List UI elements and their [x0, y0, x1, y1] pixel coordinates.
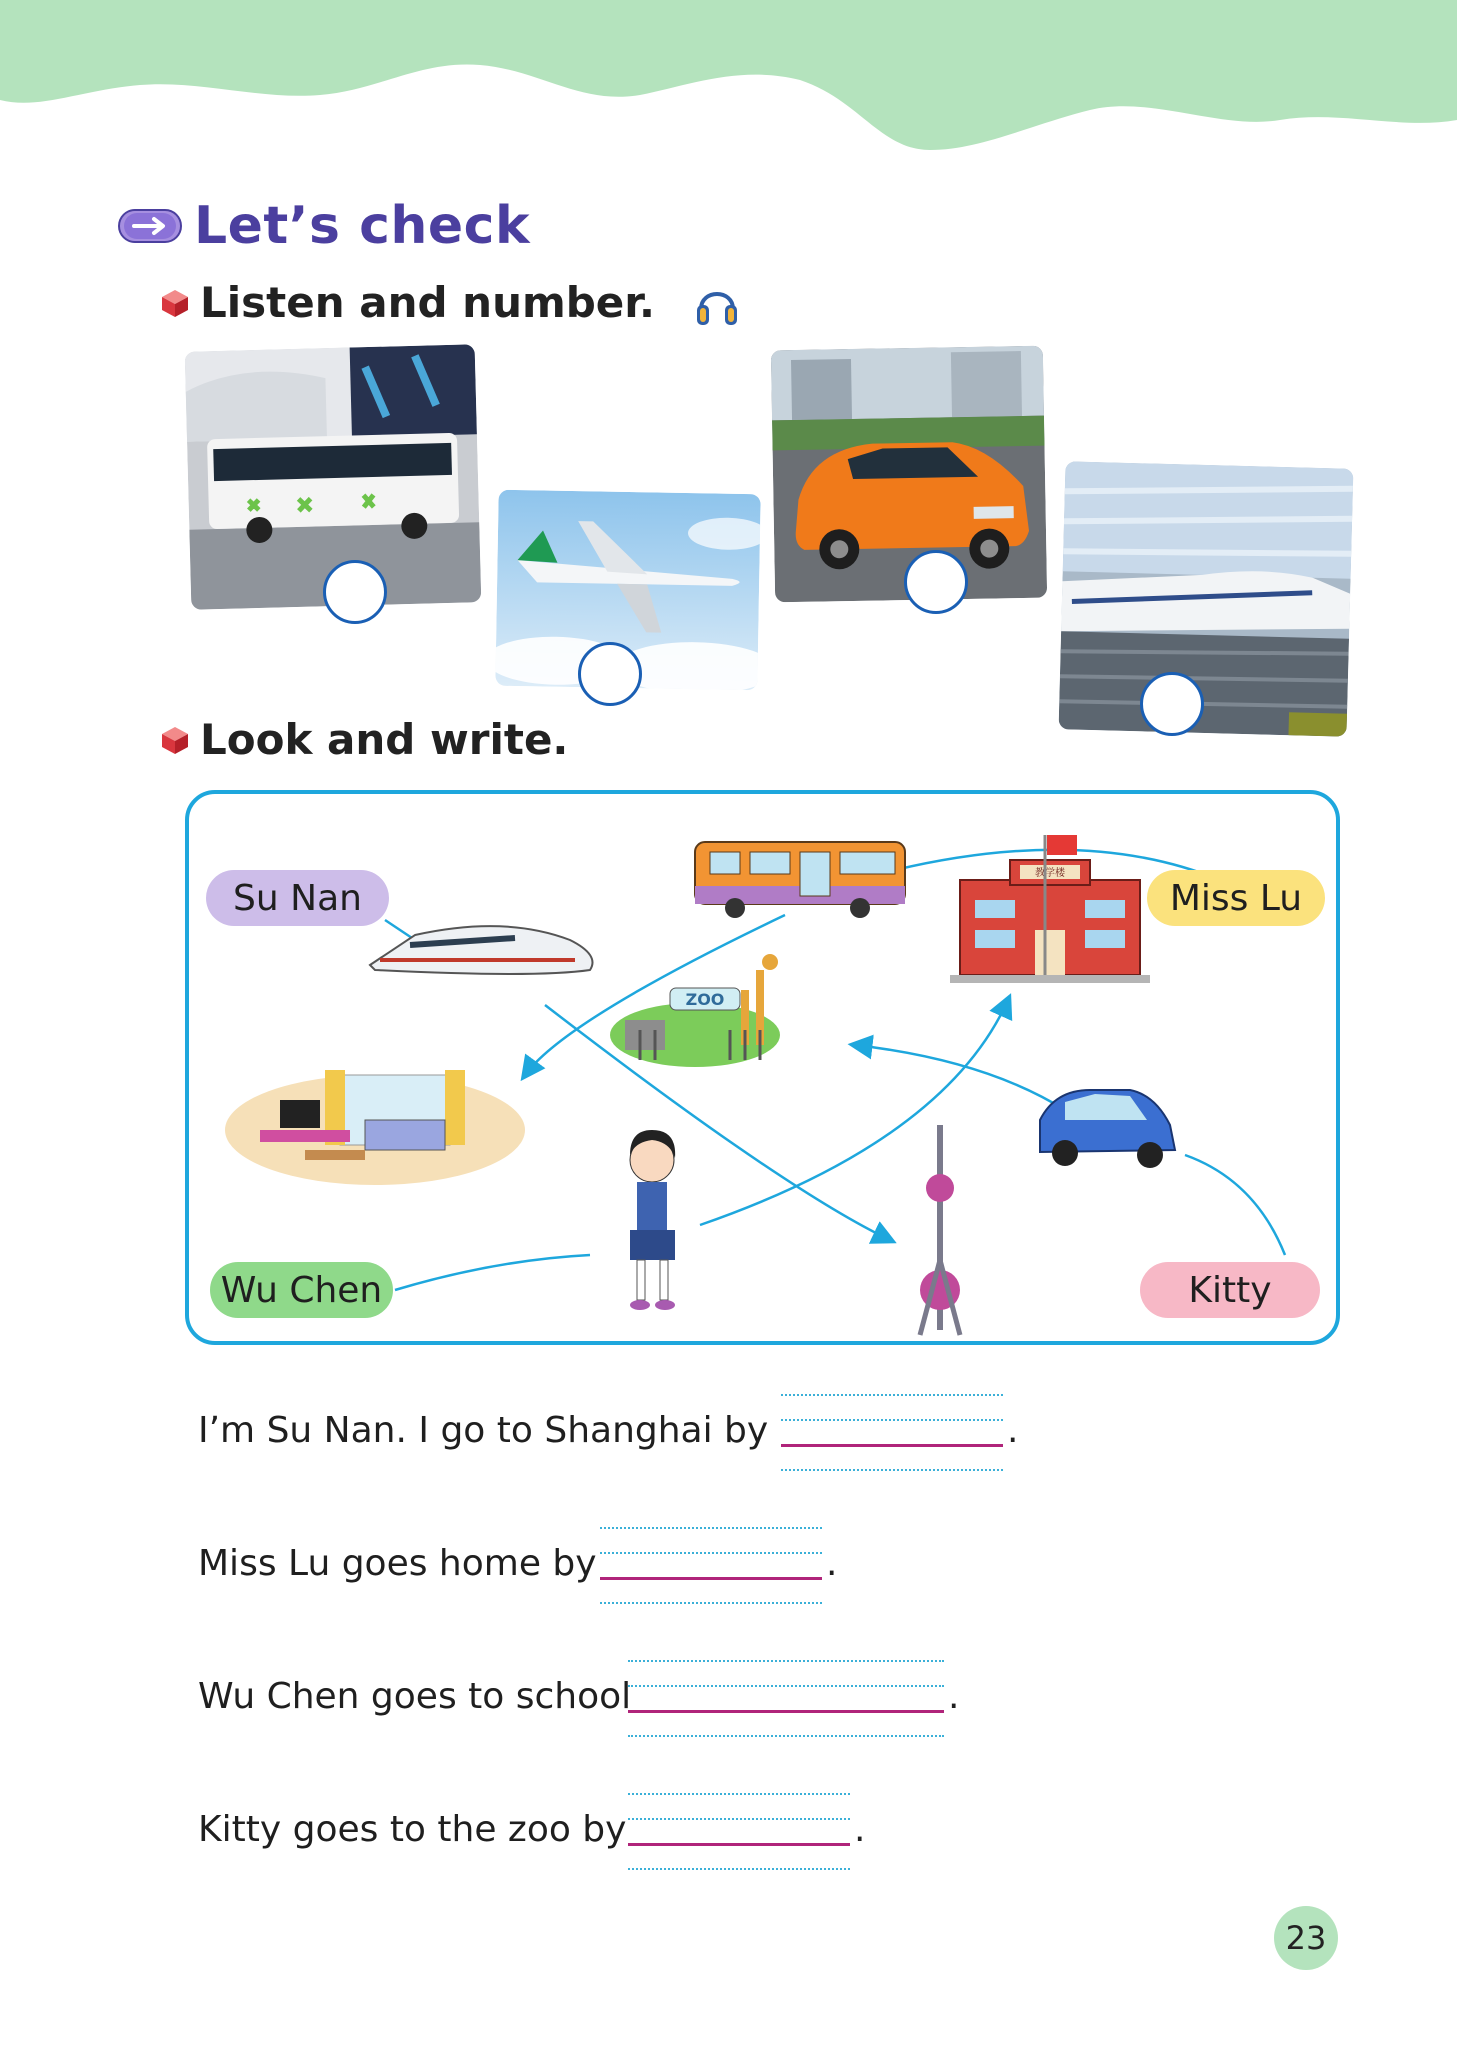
- line-kitty-car: [1185, 1155, 1285, 1255]
- arrow-right-icon: [118, 209, 182, 243]
- sentence-1: I’m Su Nan. I go to Shanghai by: [198, 1410, 769, 1451]
- school-sign-text: 教学楼: [1035, 868, 1065, 879]
- page-number: 23: [1274, 1906, 1338, 1970]
- look-instruction: Look and write.: [200, 715, 569, 764]
- answer-line-2[interactable]: [600, 1523, 822, 1603]
- answer-line-3[interactable]: [628, 1656, 944, 1736]
- number-circle-bus[interactable]: [323, 560, 387, 624]
- sentence-2-period: .: [826, 1543, 838, 1584]
- sentence-2: Miss Lu goes home by: [198, 1543, 597, 1584]
- sentence-1-period: .: [1007, 1410, 1019, 1451]
- sentence-3: Wu Chen goes to school: [198, 1676, 632, 1717]
- girl-illustration: [630, 1130, 675, 1310]
- living-room-illustration: [225, 1070, 525, 1185]
- zoo-sign-text: ZOO: [685, 990, 725, 1009]
- zoo-illustration: [610, 954, 780, 1067]
- line-wu-chen-girl: [395, 1255, 590, 1290]
- train-photo-image: [1059, 461, 1354, 736]
- name-pill-miss-lu: Miss Lu: [1147, 870, 1325, 926]
- sentence-4-period: .: [854, 1809, 866, 1850]
- sentence-3-period: .: [948, 1676, 960, 1717]
- number-circle-train[interactable]: [1140, 672, 1204, 736]
- top-wave-banner: [0, 0, 1457, 170]
- car-illustration: [1040, 1090, 1175, 1168]
- listen-instruction: Listen and number.: [200, 278, 655, 327]
- cube-bullet-icon: [160, 725, 190, 755]
- headphones-icon[interactable]: [695, 279, 739, 327]
- bus-illustration: [695, 842, 905, 918]
- name-pill-su-nan: Su Nan: [206, 870, 389, 926]
- arrow-car-to-zoo: [855, 1045, 1065, 1110]
- sentence-4: Kitty goes to the zoo by: [198, 1809, 627, 1850]
- photo-train: [1059, 461, 1354, 736]
- cube-bullet-icon: [160, 288, 190, 318]
- task-look: [160, 715, 568, 764]
- answer-line-4[interactable]: [628, 1789, 850, 1869]
- task-listen: [160, 278, 739, 327]
- name-pill-wu-chen: Wu Chen: [210, 1262, 393, 1318]
- answer-line-1[interactable]: [781, 1390, 1003, 1470]
- school-illustration: [950, 835, 1150, 983]
- section-header: [118, 196, 530, 256]
- name-pill-kitty: Kitty: [1140, 1262, 1320, 1318]
- number-circle-plane[interactable]: [578, 642, 642, 706]
- section-title: Let’s check: [194, 196, 531, 256]
- number-circle-taxi[interactable]: [904, 550, 968, 614]
- tv-tower-illustration: [920, 1125, 960, 1335]
